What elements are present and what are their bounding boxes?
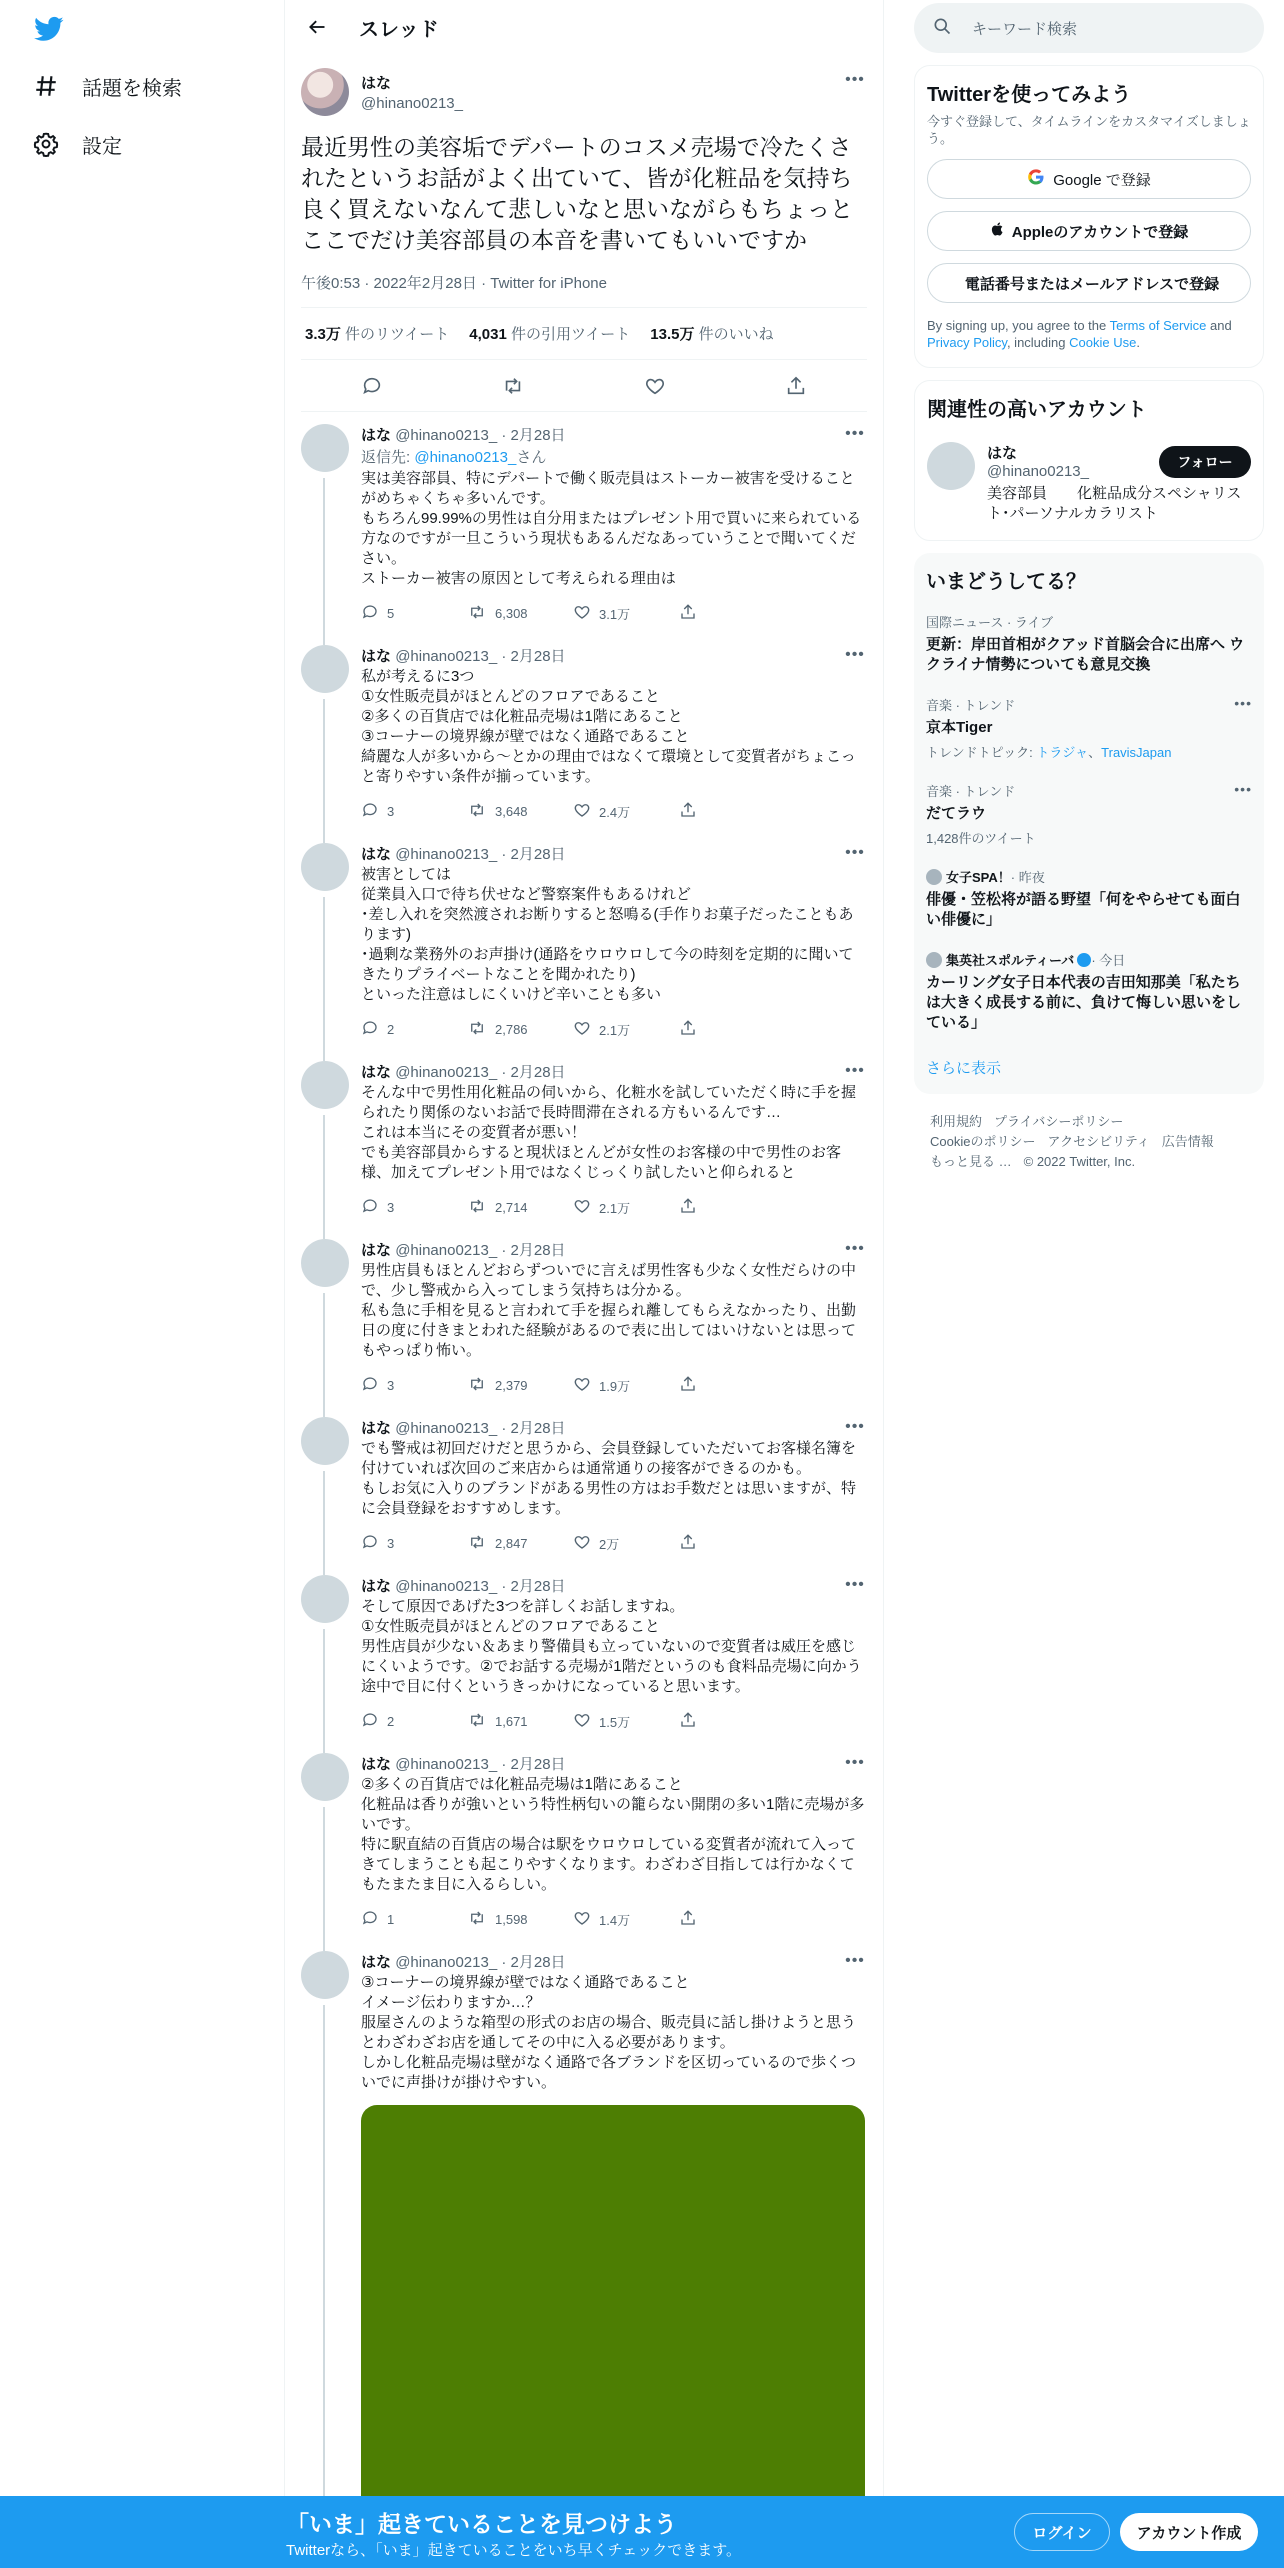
related-account-bio: 美容部員 化粧品成分スペシャリスト･パーソナルカラリスト [987,485,1242,522]
retweet-button[interactable] [467,1375,573,1396]
author-handle[interactable]: @hinano0213_ [395,1954,498,1971]
more-options-icon[interactable]: ••• [845,1240,865,1257]
like-icon [573,1197,591,1218]
footer-link[interactable]: アクセシビリティ [1047,1134,1150,1149]
search-icon [932,16,952,41]
more-options-icon[interactable]: ••• [1234,695,1252,711]
left-nav [0,0,284,2568]
share-button[interactable] [679,603,785,624]
thread-line [323,478,325,645]
reply-header [361,1753,867,1773]
footer-link[interactable]: 利用規約 [930,1114,983,1129]
reply-icon [361,1197,379,1218]
reply-tweet[interactable] [285,1227,883,1405]
like-icon [573,1909,591,1930]
related-account[interactable] [927,442,1251,524]
author-name[interactable]: はな [361,1064,392,1081]
reply-header [361,1575,867,1595]
reply-button[interactable] [361,1909,467,1930]
thread-line [323,1115,325,1239]
nav-explore[interactable] [32,66,182,106]
author-handle[interactable]: @hinano0213_ [361,95,463,112]
author-handle[interactable]: @hinano0213_ [395,1756,498,1773]
create-account-button[interactable]: アカウント作成 [1120,2513,1258,2551]
retweet-count: 3,648 [495,803,528,819]
tweet-date[interactable]: · 2月28日 [501,1578,566,1595]
hashtag-icon [32,72,60,100]
trend-item[interactable] [926,612,1252,675]
footer-link[interactable]: 広告情報 [1161,1134,1214,1149]
avatar[interactable] [301,1575,349,1623]
like-button[interactable] [573,1909,679,1930]
nav-settings[interactable] [32,124,122,164]
share-icon [679,1375,697,1396]
retweet-icon [467,1909,487,1930]
tweet-actions [361,1187,867,1227]
thread-header [285,0,883,54]
reply-button[interactable] [361,801,467,822]
tweet-text: でも警戒は初回だけだと思うから、会員登録していただいてお客様名簿を付けていれば次回のご来店からは通常通りの接客ができるのかも。 もしお気に入りのブランドがある男性の方はお手数だとは思いますが、特に会員登録をおすすめします。 [361,1440,857,1517]
reply-tweet[interactable] [285,1049,883,1227]
apple-icon [990,220,1006,242]
reply-list [285,412,883,2568]
thread-line [323,1807,325,1951]
news-item[interactable] [926,950,1252,1033]
retweet-count: 2,786 [495,1021,528,1037]
like-count: 2万 [599,1536,620,1552]
reply-count: 2 [387,1021,395,1037]
more-options-icon[interactable]: ••• [845,1418,865,1435]
retweet-icon [467,1375,487,1396]
like-button[interactable] [573,1711,679,1732]
copyright: © 2022 Twitter, Inc. [1023,1154,1136,1169]
like-count: 1.9万 [599,1378,631,1394]
share-button[interactable] [679,1197,785,1218]
like-icon [573,1375,591,1396]
news-item[interactable] [926,867,1252,930]
retweet-button[interactable] [467,1019,573,1040]
footer-link[interactable]: プライバシーポリシー [994,1114,1124,1129]
footer-link[interactable]: Cookieのポリシー [930,1134,1036,1149]
share-button[interactable] [679,801,785,822]
reply-count: 3 [387,803,395,819]
like-icon [573,603,591,624]
reply-count: 3 [387,1199,395,1215]
avatar[interactable] [301,1753,349,1801]
cookie-use-link[interactable]: Cookie Use [1069,335,1137,350]
share-icon [679,1019,697,1040]
retweet-button[interactable] [467,603,573,624]
nav-explore-label: 話題を検索 [82,77,182,100]
more-options-icon[interactable]: ••• [1234,781,1252,797]
author-handle[interactable]: @hinano0213_ [395,1420,498,1437]
thread-line [323,897,325,1061]
retweet-count: 1,671 [495,1713,528,1729]
tweet-date[interactable]: · 2月28日 [501,1420,566,1437]
share-icon[interactable] [779,369,813,403]
tweet-actions [361,1009,867,1049]
tweet-text: 被害としては 従業員入口で待ち伏せなど警察案件もあるけれど ･差し入れを突然渡されお断りすると怒鳴る(手作りお菓子だったこともあります) ･過剰な業務外のお声掛け(通路をウロウロして今の時刻を定期的に聞いてきたりプライベートなことを聞かれたり) といった注意はしにくいけど辛いことも多い [361,866,854,1003]
trends-title: いまどうしてる？ [926,571,1086,593]
tweet-actions [361,1899,867,1939]
back-arrow-icon[interactable] [301,11,333,43]
trend-title: だてラウ [926,805,987,822]
main-tweet-text: 最近男性の美容垢でデパートのコスメ売場で冷たくされたというお話がよく出ていて、皆が化粧品を気持ち良く買えないなんて悲しいなと思いながらもちょっとここでだけ美容部員の本音を書いてもいいですか [301,134,853,253]
thread-line [323,1471,325,1575]
share-button[interactable] [679,1375,785,1396]
avatar[interactable] [301,645,349,693]
reply-header [361,1239,867,1259]
like-count: 2.1万 [599,1200,631,1216]
author-name[interactable]: はな [361,1420,392,1437]
avatar[interactable] [301,843,349,891]
share-icon [679,603,697,624]
login-button[interactable]: ログイン [1014,2513,1110,2551]
like-icon [573,1711,591,1732]
google-signup-button[interactable] [927,159,1251,199]
related-account-handle: @hinano0213_ [987,463,1089,480]
more-options-icon[interactable]: ••• [845,71,865,88]
tweet-actions [361,1701,867,1741]
thread-column [284,0,884,2568]
trend-topics: トレンドトピック: トラジャ、TravisJapan [926,745,1172,760]
trend-context: 音楽 · トレンド [926,784,1016,799]
search-input[interactable] [914,3,1264,53]
signup-title: Twitterを使ってみよう [927,84,1132,106]
main-tweet [285,54,883,412]
follow-button[interactable]: フォロー [1159,446,1251,478]
like-icon [573,801,591,822]
like-count: 2.4万 [599,804,631,820]
apple-signup-label: Appleのアカウントで登録 [1011,223,1189,241]
google-signup-label: Google で登録 [1053,171,1151,189]
avatar[interactable] [927,442,975,490]
verified-badge-icon [1077,953,1091,967]
trend-topic-link[interactable]: トラジャ [1036,745,1089,760]
reply-icon [361,1909,379,1930]
share-button[interactable] [679,1711,785,1732]
share-icon [679,1711,697,1732]
trend-item[interactable] [926,781,1252,847]
author-handle[interactable]: @hinano0213_ [395,648,498,665]
retweet-icon [467,1533,487,1554]
trend-context: 音楽 · トレンド [926,698,1016,713]
like-count[interactable]: 13.5万 件のいいね [650,326,774,343]
footer-links [914,1112,1264,1172]
tweet-date[interactable]: · 2月28日 [501,846,566,863]
author-name[interactable]: はな [361,1756,392,1773]
quote-count[interactable]: 4,031 件の引用ツイート [469,326,631,343]
tweet-text: ②多くの百貨店では化粧品売場は1階にあること 化粧品は香りが強いという特性柄匂いの籠らない開閉の多い1階に売場が多いです。 特に駅直結の百貨店の場合は駅をウロウロしている変質者が流れて入ってきてしまうことも起こりやすくなります。わざわざ目指しては行かなくてもたまたま目に入るらしい。 [361,1776,865,1893]
tweet-actions [361,1523,867,1563]
reply-icon [361,801,379,822]
reply-button[interactable] [361,1019,467,1040]
avatar[interactable] [301,68,349,116]
share-button[interactable] [679,1533,785,1554]
replying-to: 返信先: @hinano0213_さん [361,449,547,466]
author-name[interactable]: はな [361,648,392,665]
reply-tweet[interactable] [285,1939,883,2568]
share-button[interactable] [679,1909,785,1930]
bottom-bar-subtitle: Twitterなら、「いま」起きていることをいち早くチェックできます。 [286,2542,742,2559]
like-button[interactable] [573,801,679,822]
share-icon [679,1533,697,1554]
thread-line [323,2005,325,2568]
avatar[interactable] [301,1061,349,1109]
reply-icon [361,1533,379,1554]
avatar[interactable] [301,1239,349,1287]
author-handle[interactable]: @hinano0213_ [395,1242,498,1259]
trend-title: 更新：岸田首相がクアッド首脳会合に出席へ ウクライナ情勢についても意見交換 [926,636,1245,673]
reply-header [361,1417,867,1437]
main-tweet-stats [301,308,867,360]
tweet-date[interactable]: · 2月28日 [501,1242,566,1259]
reply-tweet[interactable] [285,633,883,831]
like-button[interactable] [573,1375,679,1396]
mention-link[interactable]: @hinano0213_ [414,449,517,466]
thread-line [323,699,325,843]
retweet-count: 1,598 [495,1911,528,1927]
author-name[interactable]: はな [361,1578,392,1595]
reply-header [361,645,867,665]
reply-count: 3 [387,1535,395,1551]
news-source: 集英社スポルティーバ · 今日 [926,950,1252,969]
share-icon [679,801,697,822]
tweet-text: 私が考えるに3つ ①女性販売員がほとんどのフロアであること ②多くの百貨店では化粧品売場は1階にあること ③コーナーの境界線が壁ではなく通路であること 綺麗な人が多いから〜とかの理由ではなくて環境として変質者がちょこっと寄りやすい条件が揃っています。 [361,668,856,785]
share-icon [679,1197,697,1218]
reply-header [361,843,867,863]
reply-button[interactable] [361,1197,467,1218]
reply-icon [361,1711,379,1732]
author-name[interactable]: はな [361,846,392,863]
terms-of-service-link[interactable]: Terms of Service [1109,318,1207,333]
main-tweet-actions [301,360,867,412]
author-handle[interactable]: @hinano0213_ [395,846,498,863]
news-title: 俳優・笠松将が語る野望「何をやらせても面白い俳優に」 [926,891,1241,928]
reply-icon[interactable] [355,369,389,403]
trend-context: 国際ニュース · ライブ [926,615,1054,630]
avatar[interactable] [301,1951,349,1999]
like-button[interactable] [573,1019,679,1040]
retweet-button[interactable] [467,801,573,822]
author-handle[interactable]: @hinano0213_ [395,1064,498,1081]
retweet-count: 6,308 [495,605,528,621]
retweet-count[interactable]: 3.3万 件のリツイート [305,326,450,343]
share-icon [679,1909,697,1930]
tweet-date[interactable]: · 2月28日 [501,1954,566,1971]
reply-tweet[interactable] [285,1563,883,1741]
reply-count: 5 [387,605,395,621]
tweet-text: そして原因であげた3つを詳しくお話しますね。 ①女性販売員がほとんどのフロアであること 男性店員が少ない＆あまり警備員も立っていないので変質者は威圧を感じにくいようです。②でお話する売場が1階だというのも食料品売場に向かう途中で目に付くというきっかけになっていると思います。 [361,1598,862,1695]
reply-icon [361,1375,379,1396]
tweet-date[interactable]: · 2月28日 [501,427,566,444]
apple-signup-button[interactable] [927,211,1251,251]
retweet-icon [467,1711,487,1732]
reply-button[interactable] [361,1375,467,1396]
tweet-actions [361,791,867,831]
retweet-icon [467,1019,487,1040]
author-name[interactable]: はな [361,75,392,92]
tweet-date[interactable]: · 2月28日 [501,1064,566,1081]
retweet-icon [467,1197,487,1218]
thread-line [323,1293,325,1417]
like-button[interactable] [573,1533,679,1554]
retweet-button[interactable] [467,1533,573,1554]
like-count: 3.1万 [599,606,631,622]
trend-title: 京本Tiger [926,719,993,736]
retweet-count: 2,714 [495,1199,528,1215]
more-options-icon[interactable]: ••• [845,425,865,442]
retweet-count: 2,847 [495,1535,528,1551]
related-accounts-card [914,380,1264,541]
trend-tweet-count: 1,428件のツイート [926,831,1036,846]
retweet-button[interactable] [467,1711,573,1732]
like-button[interactable] [573,1197,679,1218]
more-options-icon[interactable]: ••• [845,1754,865,1771]
trend-topic-link[interactable]: TravisJapan [1101,745,1172,760]
more-options-icon[interactable]: ••• [845,1952,865,1969]
reply-header [361,1061,867,1081]
nav-settings-label: 設定 [82,135,122,158]
more-options-icon[interactable]: ••• [845,844,865,861]
related-accounts-title: 関連性の高いアカウント [927,399,1147,421]
tweet-date[interactable]: · 2月28日 [501,648,566,665]
page-title: スレッド [359,18,439,41]
phone-email-signup-label: 電話番号またはメールアドレスで登録 [964,275,1220,293]
retweet-icon [467,603,487,624]
main-tweet-meta[interactable]: 午後0:53 · 2022年2月28日 · Twitter for iPhone [301,272,867,308]
like-count: 1.4万 [599,1912,631,1928]
reply-icon [361,1019,379,1040]
reply-tweet[interactable] [285,1741,883,1939]
reply-count: 3 [387,1377,395,1393]
avatar[interactable] [301,424,349,472]
source-avatar [926,869,942,885]
like-count: 1.5万 [599,1714,631,1730]
tweet-text: 男性店員もほとんどおらずついでに言えば男性客も少なく女性だらけの中で、少し警戒から入ってしまう気持ちは分かる。 私も急に手相を見ると言われて手を握られ離してもらえなかったり、出勤日の度に付きまとわれた経験があるので表に出してはいけないとは思ってもやっぱり怖い。 [361,1262,857,1359]
tweet-actions [361,593,867,633]
trends-card [914,553,1264,1094]
signup-card [914,65,1264,368]
reply-tweet[interactable] [285,412,883,633]
signup-subtitle: 今すぐ登録して、タイムラインをカスタマイズしましょう。 [927,114,1251,146]
bottom-signup-bar [0,2496,1284,2568]
phone-email-signup-button[interactable] [927,263,1251,303]
like-icon [573,1019,591,1040]
google-icon [1027,168,1045,190]
trend-item[interactable] [926,695,1252,761]
privacy-policy-link[interactable]: Privacy Policy [927,335,1007,350]
source-avatar [926,952,942,968]
reply-icon [361,603,379,624]
share-button[interactable] [679,1019,785,1040]
tweet-actions [361,1365,867,1405]
retweet-icon [467,801,487,822]
retweet-button[interactable] [467,1909,573,1930]
like-icon [573,1533,591,1554]
like-icon[interactable] [638,369,672,403]
show-more-link[interactable]: さらに表示 [926,1060,1002,1077]
reply-button[interactable] [361,1711,467,1732]
retweet-button[interactable] [467,1197,573,1218]
author-handle[interactable]: @hinano0213_ [395,427,498,444]
author-name[interactable]: はな [361,1242,392,1259]
like-button[interactable] [573,603,679,624]
search-placeholder: キーワード検索 [972,20,1078,38]
bottom-bar-title: 「いま」起きていることを見つけよう [286,2511,677,2537]
author-handle[interactable]: @hinano0213_ [395,1578,498,1595]
reply-header [361,1951,867,1971]
news-source: 女子SPA！ · 昨夜 [926,867,1252,886]
retweet-icon[interactable] [496,369,530,403]
reply-header [361,424,867,444]
more-options-icon[interactable]: ••• [845,1576,865,1593]
tweet-text: ③コーナーの境界線が壁ではなく通路であること イメージ伝わりますか…？ 服屋さんのような箱型の形式のお店の場合、販売員に話し掛けようと思うとわざわざお店を通してその中に入る必要があります。 しかし化粧品売場は壁がなく通路で各ブランドを区切っているので歩くついでに声掛けが掛けやすい。 [361,1974,857,2091]
reply-tweet[interactable] [285,831,883,1049]
gear-icon [32,130,60,158]
tweet-date[interactable]: · 2月28日 [501,1756,566,1773]
like-count: 2.1万 [599,1022,631,1038]
avatar[interactable] [301,1417,349,1465]
thread-line [323,1629,325,1753]
reply-count: 1 [387,1911,395,1927]
retweet-count: 2,379 [495,1377,528,1393]
right-sidebar [914,0,1264,1172]
more-options-icon[interactable]: ••• [845,646,865,663]
related-account-name[interactable]: はな [987,445,1018,462]
news-title: カーリング女子日本代表の吉田知那美「私たちは大きく成長する前に、負けて悔しい思いをしている」 [926,974,1242,1031]
reply-button[interactable] [361,1533,467,1554]
terms-text: By signing up, you agree to the Terms of Service and Privacy Policy, including Cookie Use. [927,318,1232,350]
more-options-icon[interactable]: ••• [845,1062,865,1079]
author-name[interactable]: はな [361,1954,392,1971]
reply-count: 2 [387,1713,395,1729]
twitter-logo-icon[interactable] [32,14,66,44]
tweet-text: そんな中で男性用化粧品の伺いから、化粧水を試していただく時に手を握られたり関係のないお話で長時間滞在される方もいるんです… これは本当にその変質者が悪い！ でも美容部員からすると現状ほとんどが女性のお客様の中で男性のお客様、加えてプレゼント用ではなくじっくり試したいと仰られると [361,1084,857,1181]
footer-more-link[interactable]: もっと見る … [930,1154,1012,1169]
reply-button[interactable] [361,603,467,624]
main-tweet-author [301,64,867,120]
reply-tweet[interactable] [285,1405,883,1563]
author-name[interactable]: はな [361,427,392,444]
tweet-text: 実は美容部員、特にデパートで働く販売員はストーカー被害を受けることがめちゃくちゃ多いんです。 もちろん99.99%の男性は自分用またはプレゼント用で買いに来られている方なのですが一旦こういう現状もあるんだなあっていうことで聞いてください。 ストーカー被害の原因として考えられる理由は [361,470,862,587]
